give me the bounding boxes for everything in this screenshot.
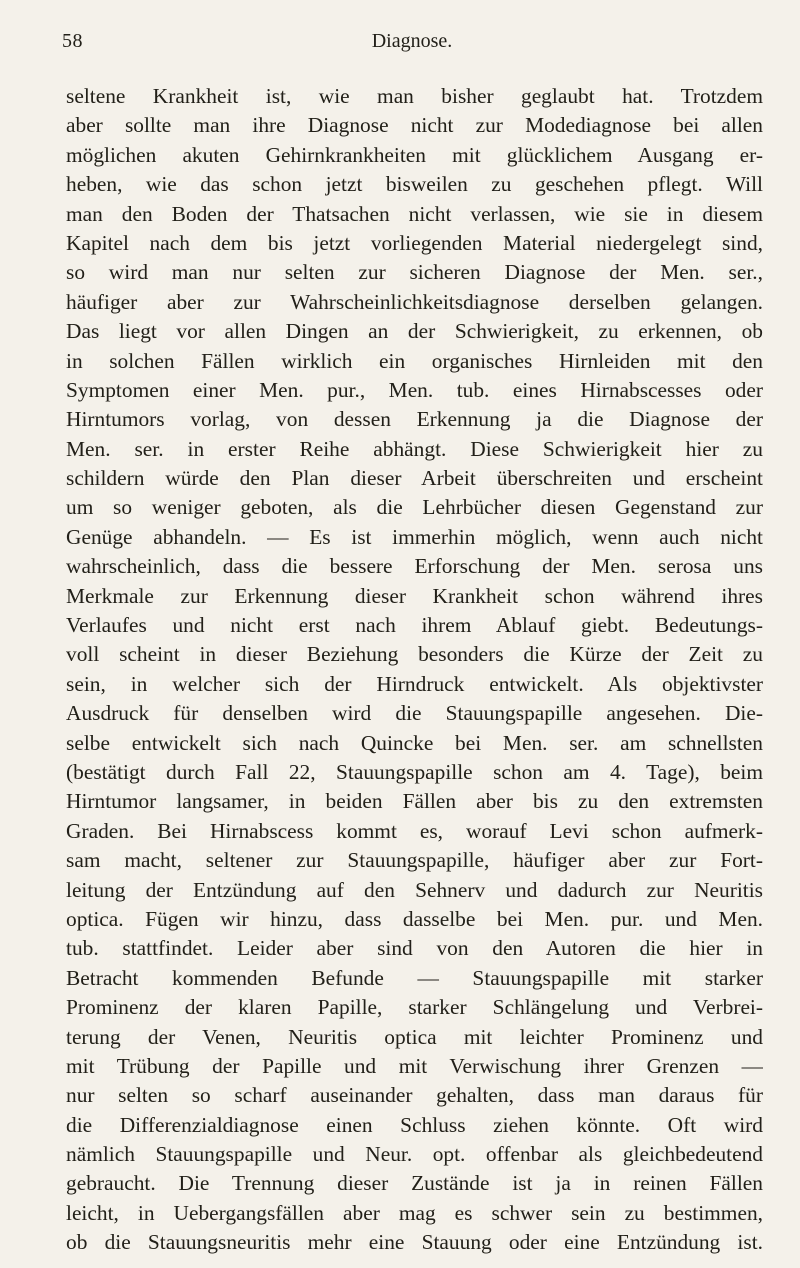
text-line: schildern würde den Plan dieser Arbeit überschreiten und erscheint <box>66 466 763 491</box>
text-line: man den Boden der Thatsachen nicht verlassen, wie sie in diesem <box>66 201 763 226</box>
text-line: tub. stattfindet. Leider aber sind von den Autoren die hier in <box>66 936 763 961</box>
running-title: Diagnose. <box>371 30 453 52</box>
text-line: Genüge abhandeln. — Es ist immerhin möglich, wenn auch nicht <box>66 524 763 549</box>
text-line: leicht, in Uebergangsfällen aber mag es schwer sein zu bestimmen, <box>66 1200 763 1225</box>
text-line: Verlaufes und nicht erst nach ihrem Ablauf giebt. Bedeutungs- <box>66 613 763 638</box>
text-line: selbe entwickelt sich nach Quincke bei Men. ser. am schnellsten <box>66 730 763 755</box>
text-line: Hirntumors vorlag, von dessen Erkennung ja die Diagnose der <box>66 407 763 432</box>
text-line: die Differenzialdiagnose einen Schluss ziehen könnte. Oft wird <box>66 1112 763 1137</box>
text-line: so wird man nur selten zur sicheren Diagnose der Men. ser., <box>66 260 763 285</box>
text-line: um so weniger geboten, als die Lehrbücher diesen Gegenstand zur <box>66 495 763 520</box>
text-line: Kapitel nach dem bis jetzt vorliegenden Material niedergelegt sind, <box>66 230 763 255</box>
text-line: (bestätigt durch Fall 22, Stauungspapille schon am 4. Tage), beim <box>66 759 763 784</box>
text-line: wahrscheinlich, dass die bessere Erforschung der Men. serosa uns <box>66 554 763 579</box>
text-line: Symptomen einer Men. pur., Men. tub. eines Hirnabscesses oder <box>66 377 763 402</box>
text-line: häufiger aber zur Wahrscheinlichkeitsdiagnose derselben gelangen. <box>66 289 763 314</box>
text-line: gebraucht. Die Trennung dieser Zustände ist ja in reinen Fällen <box>66 1171 763 1196</box>
text-line: Ausdruck für denselben wird die Stauungspapille angesehen. Die- <box>66 701 763 726</box>
text-line: terung der Venen, Neuritis optica mit leichter Prominenz und <box>66 1024 763 1049</box>
text-line: seltene Krankheit ist, wie man bisher geglaubt hat. Trotzdem <box>66 84 763 108</box>
text-line: heben, wie das schon jetzt bisweilen zu geschehen pflegt. Will <box>66 172 763 197</box>
text-line: Graden. Bei Hirnabscess kommt es, worauf Levi schon aufmerk- <box>66 818 763 843</box>
text-line: Prominenz der klaren Papille, starker Schlängelung und Verbrei- <box>66 995 763 1020</box>
text-line: ob die Stauungsneuritis mehr eine Stauung oder eine Entzündung ist. <box>66 1230 763 1255</box>
text-line: Merkmale zur Erkennung dieser Krankheit schon während ihres <box>66 583 763 608</box>
text-line: Das liegt vor allen Dingen an der Schwierigkeit, zu erkennen, ob <box>66 319 763 344</box>
text-line: Hirntumor langsamer, in beiden Fällen aber bis zu den extremsten <box>66 789 763 814</box>
text-line: mit Trübung der Papille und mit Verwischung ihrer Grenzen — <box>66 1053 763 1078</box>
text-line: in solchen Fällen wirklich ein organisches Hirnleiden mit den <box>66 348 763 373</box>
text-line: sam macht, seltener zur Stauungspapille, häufiger aber zur Fort- <box>66 848 763 873</box>
body-text <box>66 82 763 1258</box>
text-line: nur selten so scharf auseinander gehalten, dass man daraus für <box>66 1083 763 1108</box>
text-line: sein, in welcher sich der Hirndruck entwickelt. Als objektivster <box>66 671 763 696</box>
text-line: aber sollte man ihre Diagnose nicht zur Modediagnose bei allen <box>66 113 763 138</box>
text-line: Betracht kommenden Befunde — Stauungspapille mit starker <box>66 965 763 990</box>
text-line: optica. Fügen wir hinzu, dass dasselbe bei Men. pur. und Men. <box>66 906 763 931</box>
text-line: nämlich Stauungspapille und Neur. opt. offenbar als gleichbedeutend <box>66 1142 763 1167</box>
text-line: leitung der Entzündung auf den Sehnerv und dadurch zur Neuritis <box>66 877 763 902</box>
text-line: voll scheint in dieser Beziehung besonders die Kürze der Zeit zu <box>66 642 763 667</box>
running-head <box>62 30 762 62</box>
text-line: möglichen akuten Gehirnkrankheiten mit glücklichem Ausgang er- <box>66 142 763 167</box>
text-line: Men. ser. in erster Reihe abhängt. Diese Schwierigkeit hier zu <box>66 436 763 461</box>
page-number: 58 <box>62 30 83 52</box>
